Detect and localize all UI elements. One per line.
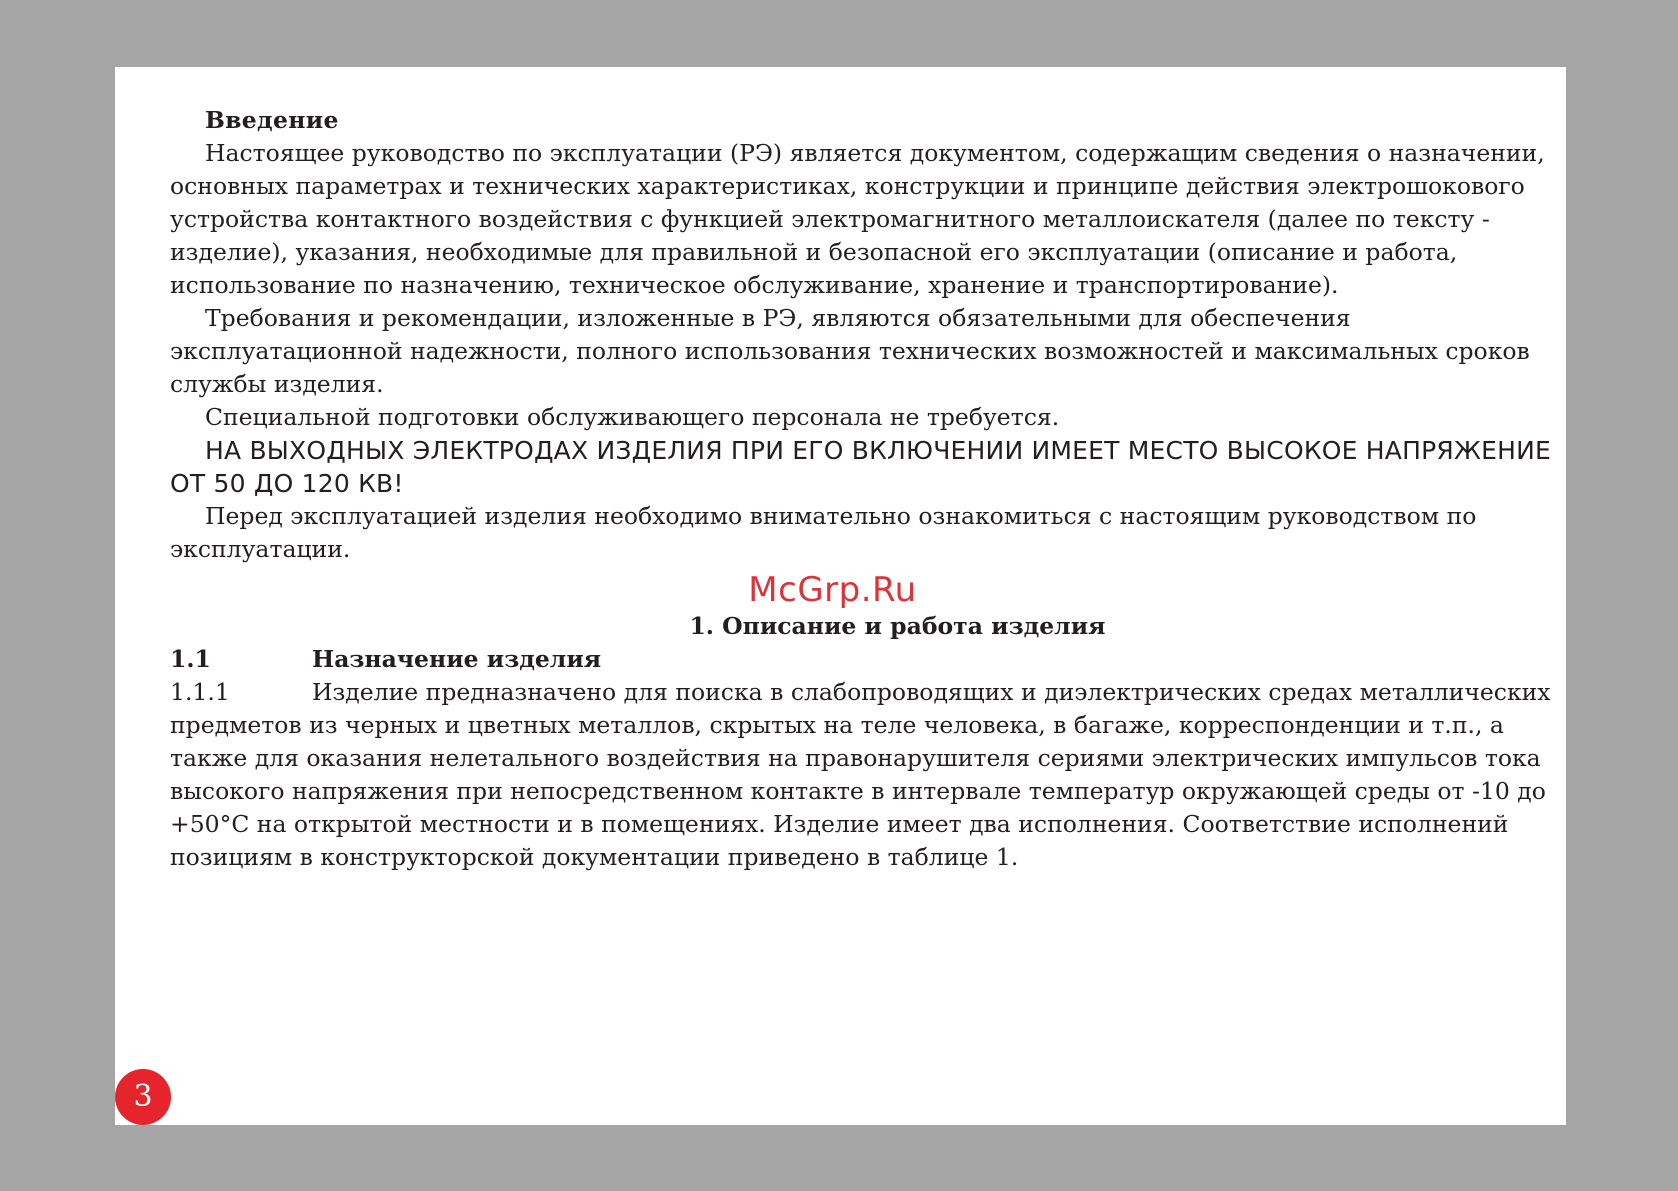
training-paragraph: Специальной подготовки обслуживающего персонала не требуется. bbox=[205, 403, 1060, 431]
page-content bbox=[170, 104, 1555, 874]
intro-heading: Введение bbox=[205, 106, 339, 134]
subsection-number: 1.1 bbox=[170, 645, 211, 673]
document-page bbox=[115, 67, 1566, 1125]
watermark: McGrp.Ru bbox=[748, 570, 917, 610]
item-number: 1.1.1 bbox=[170, 678, 230, 706]
closing-paragraph: Перед эксплуатацией изделия необходимо внимательно ознакомиться с настоящим руководством по эксплуатации. bbox=[170, 502, 1477, 563]
section-title: 1. Описание и работа изделия bbox=[689, 612, 1106, 640]
intro-paragraph: Настоящее руководство по эксплуатации (РЭ) является документом, содержащим сведения о назначении, основных параметрах и технических характеристиках, конструкции и принципе действия электрошокового устройства контактного воздействия с функцией электромагнитного металлоискателя (далее по тексту - изделие), указания, необходимые для правильной и безопасной его эксплуатации (описание и работа, использование по назначению, техническое обслуживание, хранение и транспортирование). bbox=[170, 139, 1545, 299]
requirements-paragraph: Требования и рекомендации, изложенные в РЭ, являются обязательными для обеспечения эксплуатационной надежности, полного использования технических возможностей и максимальных сроков службы изделия. bbox=[170, 304, 1530, 398]
subsection-title: Назначение изделия bbox=[312, 645, 602, 673]
high-voltage-warning: НА ВЫХОДНЫХ ЭЛЕКТРОДАХ ИЗДЕЛИЯ ПРИ ЕГО ВКЛЮЧЕНИИ ИМЕЕТ МЕСТО ВЫСОКОЕ НАПРЯЖЕНИЕ ОТ 50 ДО 120 КВ! bbox=[170, 436, 1551, 498]
subsection-heading bbox=[170, 643, 1555, 676]
item-text: Изделие предназначено для поиска в слабопроводящих и диэлектрических средах металлических предметов из черных и цветных металлов, скрытых на теле человека, в багаже, корреспонденции и т.п., а также для оказания нелетального воздействия на правонарушителя сериями электрических импульсов тока высокого напряжения при непосредственном контакте в интервале температур окружающей среды от -10 до +50°С на открытой местности и в помещениях. Изделие имеет два исполнения. Соответствие исполнений позициям в конструкторской документации приведено в таблице 1. bbox=[170, 678, 1551, 871]
page-number-badge: 3 bbox=[115, 1069, 171, 1125]
